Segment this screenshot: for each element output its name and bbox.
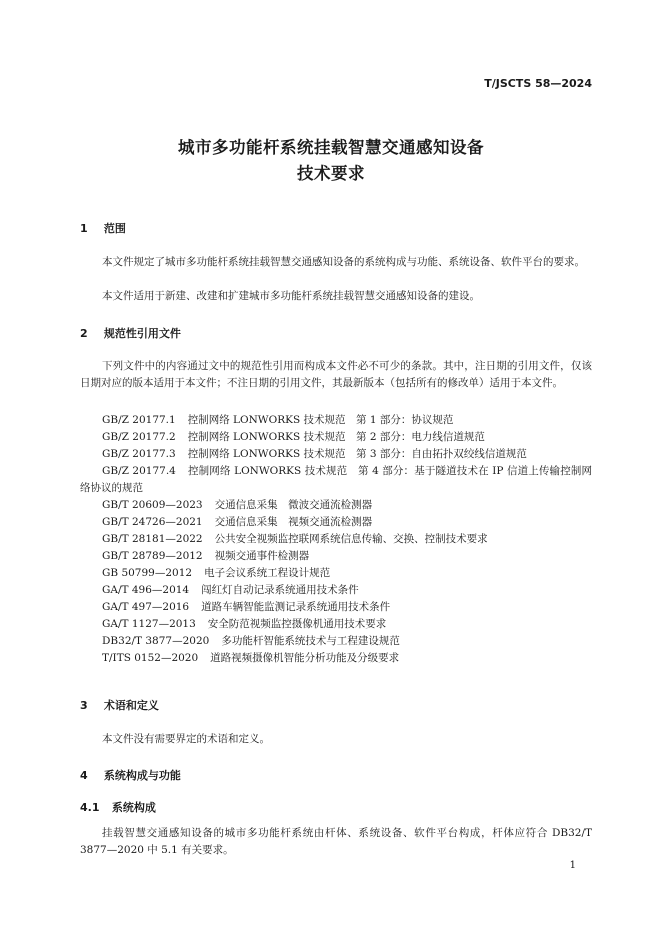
reference-item: GB/Z 20177.1 控制网络 LONWORKS 技术规范 第 1 部分：协议规范 — [102, 414, 454, 426]
section-1-paragraph-2: 本文件适用于新建、改建和扩建城市多功能杆系统挂载智慧交通感知设备的建设。 — [102, 290, 480, 302]
section-number: 1 — [80, 222, 88, 235]
section-title: 范围 — [103, 222, 126, 235]
subsection-title: 系统构成 — [111, 801, 156, 814]
reference-item: T/ITS 0152—2020 道路视频摄像机智能分析功能及分级要求 — [102, 652, 400, 664]
section-title: 规范性引用文件 — [103, 327, 181, 340]
section-2-intro: 下列文件中的内容通过文中的规范性引用而构成本文件必不可少的条款。其中，注日期的引用文件，仅该日期对应的版本适用于本文件；不注日期的引用文件，其最新版本（包括所有的修改单）适用于本文件。 — [80, 360, 592, 389]
reference-item: GA/T 496—2014 闯红灯自动记录系统通用技术条件 — [102, 584, 359, 596]
document-title — [0, 134, 662, 158]
section-number: 4 — [80, 769, 88, 782]
reference-item: DB32/T 3877—2020 多功能杆智能系统技术与工程建设规范 — [102, 635, 400, 647]
section-number: 3 — [80, 699, 88, 712]
reference-item: GB/Z 20177.3 控制网络 LONWORKS 技术规范 第 3 部分：自由拓扑双绞线信道规范 — [102, 448, 527, 460]
section-title: 系统构成与功能 — [103, 769, 181, 782]
subsection-number: 4.1 — [80, 801, 100, 814]
title-line-1: 城市多功能杆系统挂载智慧交通感知设备 — [178, 138, 484, 157]
section-3-paragraph: 本文件没有需要界定的术语和定义。 — [102, 733, 270, 745]
section-3-heading — [80, 697, 159, 713]
title-line-2: 技术要求 — [297, 164, 365, 183]
page-number: 1 — [569, 860, 576, 871]
reference-item: GA/T 1127—2013 安全防范视频监控摄像机通用技术要求 — [102, 618, 387, 630]
subsection-4-1-paragraph: 挂载智慧交通感知设备的城市多功能杆系统由杆体、系统设备、软件平台构成，杆体应符合 DB32/T 3877—2020 中 5.1 有关要求。 — [80, 827, 592, 856]
reference-item: GB 50799—2012 电子会议系统工程设计规范 — [102, 567, 331, 579]
reference-item: GB/Z 20177.2 控制网络 LONWORKS 技术规范 第 2 部分：电力线信道规范 — [102, 431, 485, 443]
section-title: 术语和定义 — [103, 699, 159, 712]
section-1-paragraph-1: 本文件规定了城市多功能杆系统挂载智慧交通感知设备的系统构成与功能、系统设备、软件平台的要求。 — [102, 256, 585, 268]
reference-item: GA/T 497—2016 道路车辆智能监测记录系统通用技术条件 — [102, 601, 391, 613]
document-subtitle — [0, 160, 662, 184]
reference-item: GB/T 24726—2021 交通信息采集 视频交通流检测器 — [102, 516, 373, 528]
section-number: 2 — [80, 327, 88, 340]
reference-item: GB/T 28789—2012 视频交通事件检测器 — [102, 550, 310, 562]
subsection-4-1-heading — [80, 799, 156, 815]
reference-item: GB/T 20609—2023 交通信息采集 微波交通流检测器 — [102, 499, 373, 511]
section-1-heading — [80, 220, 126, 236]
standard-code: T/JSCTS 58—2024 — [484, 77, 592, 90]
section-2-heading — [80, 325, 181, 341]
section-4-heading — [80, 767, 181, 783]
reference-item: GB/T 28181—2022 公共安全视频监控联网系统信息传输、交换、控制技术要求 — [102, 533, 488, 545]
reference-item: GB/Z 20177.4 控制网络 LONWORKS 技术规范 第 4 部分：基于隧道技术在 IP 信道上传输控制网络协议的规范 — [80, 465, 593, 494]
